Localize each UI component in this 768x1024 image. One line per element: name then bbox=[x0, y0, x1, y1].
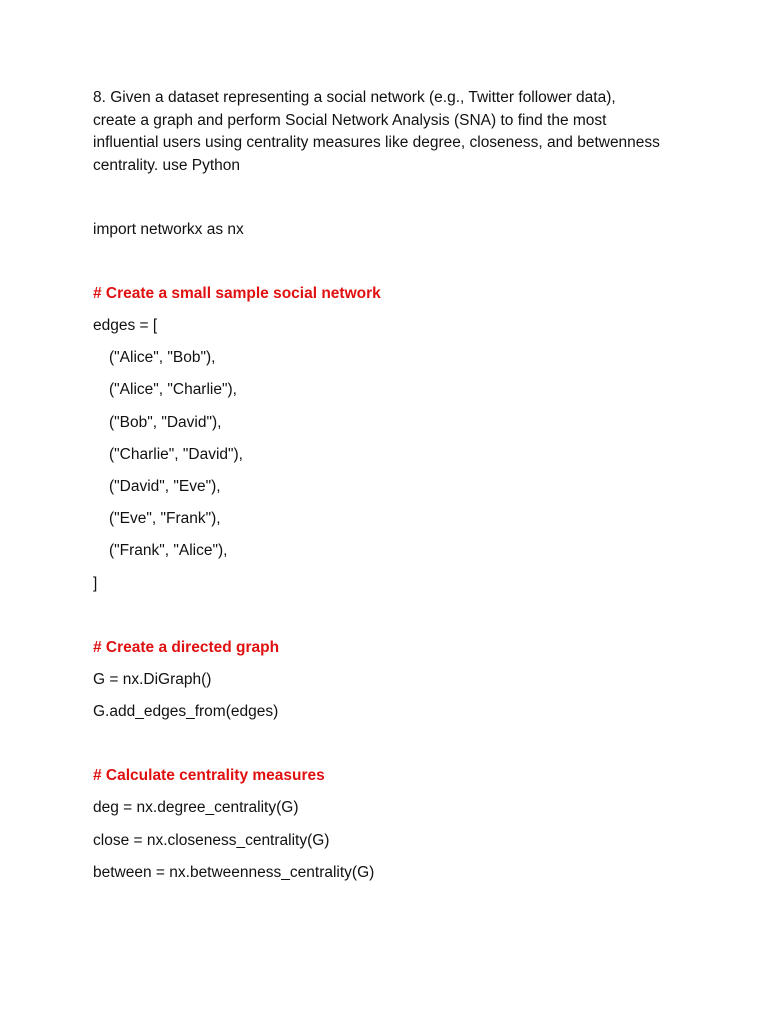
edge-line: ("Bob", "David"), bbox=[109, 414, 222, 431]
edge-line: ("Frank", "Alice"), bbox=[109, 542, 228, 559]
degree-centrality-line: deg = nx.degree_centrality(G) bbox=[93, 799, 299, 816]
edge-line: ("Alice", "Bob"), bbox=[109, 349, 216, 366]
comment-centrality: # Calculate centrality measures bbox=[93, 767, 325, 784]
edges-close-line: ] bbox=[93, 575, 98, 592]
graph-line: G = nx.DiGraph() bbox=[93, 671, 212, 688]
edge-line: ("Alice", "Charlie"), bbox=[109, 381, 237, 398]
question-text: 8. Given a dataset representing a social network (e.g., Twitter follower data), create a graph and perform Social Network Analysis (SNA) to find the most influential users using centrality measures like degree, closeness, and betwenness centrality. use Python bbox=[93, 89, 660, 174]
edges-open-line: edges = [ bbox=[93, 317, 158, 334]
comment-directed-graph: # Create a directed graph bbox=[93, 639, 280, 656]
edge-line: ("David", "Eve"), bbox=[109, 478, 221, 495]
document-page bbox=[93, 87, 693, 881]
betweenness-centrality-line: between = nx.betweenness_centrality(G) bbox=[93, 864, 375, 881]
comment-sample-network: # Create a small sample social network bbox=[93, 285, 381, 302]
edge-line: ("Charlie", "David"), bbox=[109, 446, 243, 463]
closeness-centrality-line: close = nx.closeness_centrality(G) bbox=[93, 832, 330, 849]
import-line: import networkx as nx bbox=[93, 221, 244, 238]
add-edges-line: G.add_edges_from(edges) bbox=[93, 703, 279, 720]
edge-line: ("Eve", "Frank"), bbox=[109, 510, 221, 527]
